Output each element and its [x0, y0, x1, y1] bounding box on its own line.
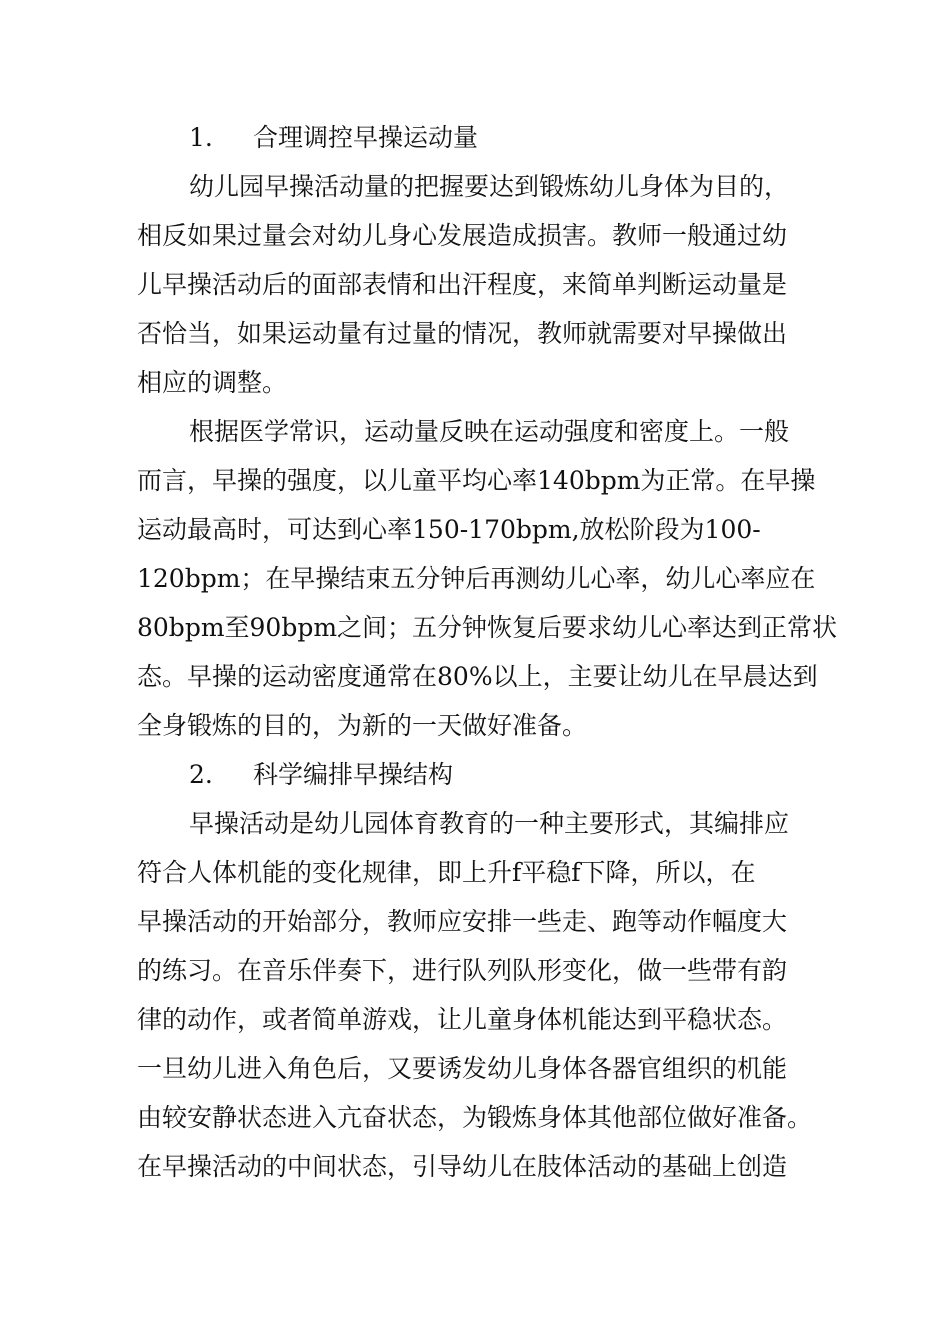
section-heading: [137, 113, 827, 162]
paragraph-line: 否恰当，如果运动量有过量的情况，教师就需要对早操做出: [137, 319, 788, 348]
paragraph-line: 根据医学常识，运动量反映在运动强度和密度上。一般: [189, 417, 790, 446]
section-title: 科学编排早操结构: [253, 760, 454, 789]
section-heading: [137, 750, 827, 799]
paragraph-line: 80bpm至90bpm之间；五分钟恢复后要求幼儿心率达到正常状: [137, 613, 838, 642]
paragraph-line: 由较安静状态进入亢奋状态，为锻炼身体其他部位做好准备。: [137, 1103, 813, 1132]
paragraph-line: 态。早操的运动密度通常在80%以上，主要让幼儿在早晨达到: [137, 662, 818, 691]
section-number: 2.: [189, 760, 213, 789]
paragraph-line: 相应的调整。: [137, 368, 288, 397]
paragraph-line: 儿早操活动后的面部表情和出汗程度，来简单判断运动量是: [137, 270, 788, 299]
paragraph-line: 幼儿园早操活动量的把握要达到锻炼幼儿身体为目的，: [189, 172, 790, 201]
paragraph-line: 在早操活动的中间状态，引导幼儿在肢体活动的基础上创造: [137, 1152, 788, 1181]
paragraph-line: 早操活动的开始部分，教师应安排一些走、跑等动作幅度大: [137, 907, 788, 936]
section-number: 1.: [189, 123, 213, 152]
paragraph: [137, 799, 827, 1191]
paragraph-line: 一旦幼儿进入角色后，又要诱发幼儿身体各器官组织的机能: [137, 1054, 788, 1083]
paragraph-line: 早操活动是幼儿园体育教育的一种主要形式，其编排应: [189, 809, 790, 838]
paragraph-line: 律的动作，或者简单游戏，让儿童身体机能达到平稳状态。: [137, 1005, 788, 1034]
paragraph: [137, 162, 827, 407]
paragraph-line: 符合人体机能的变化规律，即上升f平稳f下降，所以，在: [137, 858, 756, 887]
document-body: [137, 113, 838, 1191]
paragraph-line: 而言，早操的强度，以儿童平均心率140bpm为正常。在早操: [137, 466, 816, 495]
paragraph-line: 全身锻炼的目的，为新的一天做好准备。: [137, 711, 588, 740]
paragraph-line: 相反如果过量会对幼儿身心发展造成损害。教师一般通过幼: [137, 221, 788, 250]
section-title: 合理调控早操运动量: [253, 123, 479, 152]
paragraph: [137, 407, 838, 750]
paragraph-line: 运动最高时，可达到心率150-170bpm,放松阶段为100-: [137, 515, 761, 544]
paragraph-line: 120bpm；在早操结束五分钟后再测幼儿心率，幼儿心率应在: [137, 564, 816, 593]
paragraph-line: 的练习。在音乐伴奏下，进行队列队形变化，做一些带有韵: [137, 956, 788, 985]
